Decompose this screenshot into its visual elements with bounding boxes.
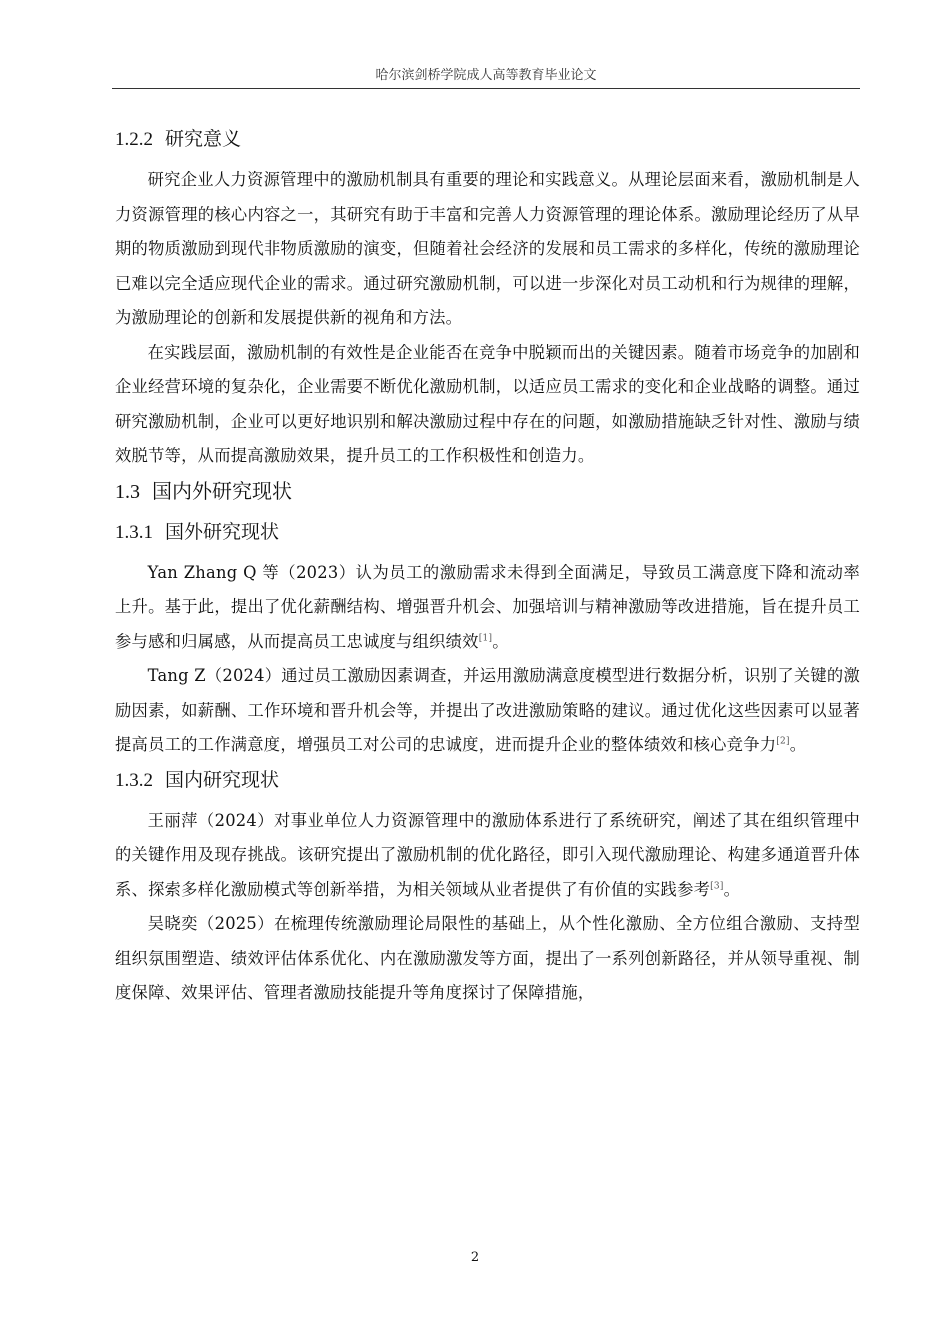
- paragraph-foreign-study-1: [115, 556, 860, 660]
- header-divider: [112, 88, 860, 89]
- citation-ref: [1]: [478, 633, 493, 644]
- paragraph-text: 王丽萍（2024）对事业单位人力资源管理中的激励体系进行了系统研究，阐述了其在组织管理中的关键作用及现存挑战。该研究提出了激励机制的优化路径，即引入现代激励理论、构建多通道晋升体系、探索多样化激励模式等创新举措，为相关领域从业者提供了有价值的实践参考: [115, 810, 860, 899]
- section-number: 1.3.2: [115, 769, 153, 791]
- section-heading-1-2-2: [115, 122, 860, 157]
- section-title: 国内研究现状: [165, 768, 280, 791]
- section-number: 1.2.2: [115, 129, 153, 150]
- section-title: 国内外研究现状: [152, 478, 292, 503]
- section-heading-1-3-1: [115, 515, 860, 550]
- section-heading-1-3: [115, 474, 860, 509]
- paragraph-end: 。: [723, 879, 741, 899]
- paragraph-significance-practice: 在实践层面，激励机制的有效性是企业能否在竞争中脱颖而出的关键因素。随着市场竞争的加剧和企业经营环境的复杂化，企业需要不断优化激励机制，以适应员工需求的变化和企业战略的调整。通过研究激励机制，企业可以更好地识别和解决激励过程中存在的问题，如激励措施缺乏针对性、激励与绩效脱节等，从而提高激励效果，提升员工的工作积极性和创造力。: [115, 342, 860, 465]
- citation-ref: [2]: [776, 736, 790, 747]
- paragraph-domestic-study-1: [115, 804, 860, 908]
- page-number: 2: [470, 1250, 480, 1265]
- paragraph-foreign-study-2: [115, 659, 860, 763]
- section-number: 1.3.1: [115, 521, 153, 543]
- paragraph-text: Yan Zhang Q 等（2023）认为员工的激励需求未得到全面满足，导致员工满意度下降和流动率上升。基于此，提出了优化薪酬结构、增强晋升机会、加强培训与精神激励等改进措施，旨在提升员工参与感和归属感，从而提高员工忠诚度与组织绩效: [115, 562, 860, 651]
- section-title: 国外研究现状: [165, 520, 280, 543]
- section-number: 1.3: [115, 480, 140, 503]
- running-header: 哈尔滨剑桥学院成人高等教育毕业论文: [375, 68, 597, 83]
- paragraph-end: 。: [492, 631, 509, 651]
- page-body: [115, 122, 860, 1011]
- citation-ref: [3]: [710, 881, 724, 892]
- paragraph-end: 。: [789, 735, 807, 754]
- paragraph-domestic-study-2: 吴晓奕（2025）在梳理传统激励理论局限性的基础上，从个性化激励、全方位组合激励、支持型组织氛围塑造、绩效评估体系优化、内在激励激发等方面，提出了一系列创新路径，并从领导重视、制度保障、效果评估、管理者激励技能提升等角度探讨了保障措施，: [115, 914, 860, 1002]
- section-heading-1-3-2: [115, 763, 860, 798]
- paragraph-significance-theory: 研究企业人力资源管理中的激励机制具有重要的理论和实践意义。从理论层面来看，激励机制是人力资源管理的核心内容之一，其研究有助于丰富和完善人力资源管理的理论体系。激励理论经历了从早期的物质激励到现代非物质激励的演变，但随着社会经济的发展和员工需求的多样化，传统的激励理论已难以完全适应现代企业的需求。通过研究激励机制，可以进一步深化对员工动机和行为规律的理解，为激励理论的创新和发展提供新的视角和方法。: [115, 170, 860, 327]
- section-title: 研究意义: [165, 128, 242, 150]
- paragraph-text: Tang Z（2024）通过员工激励因素调查，并运用激励满意度模型进行数据分析，识别了关键的激励因素，如薪酬、工作环境和晋升机会等，并提出了改进激励策略的建议。通过优化这些因素可以显著提高员工的工作满意度，增强员工对公司的忠诚度，进而提升企业的整体绩效和核心竞争力: [115, 666, 860, 754]
